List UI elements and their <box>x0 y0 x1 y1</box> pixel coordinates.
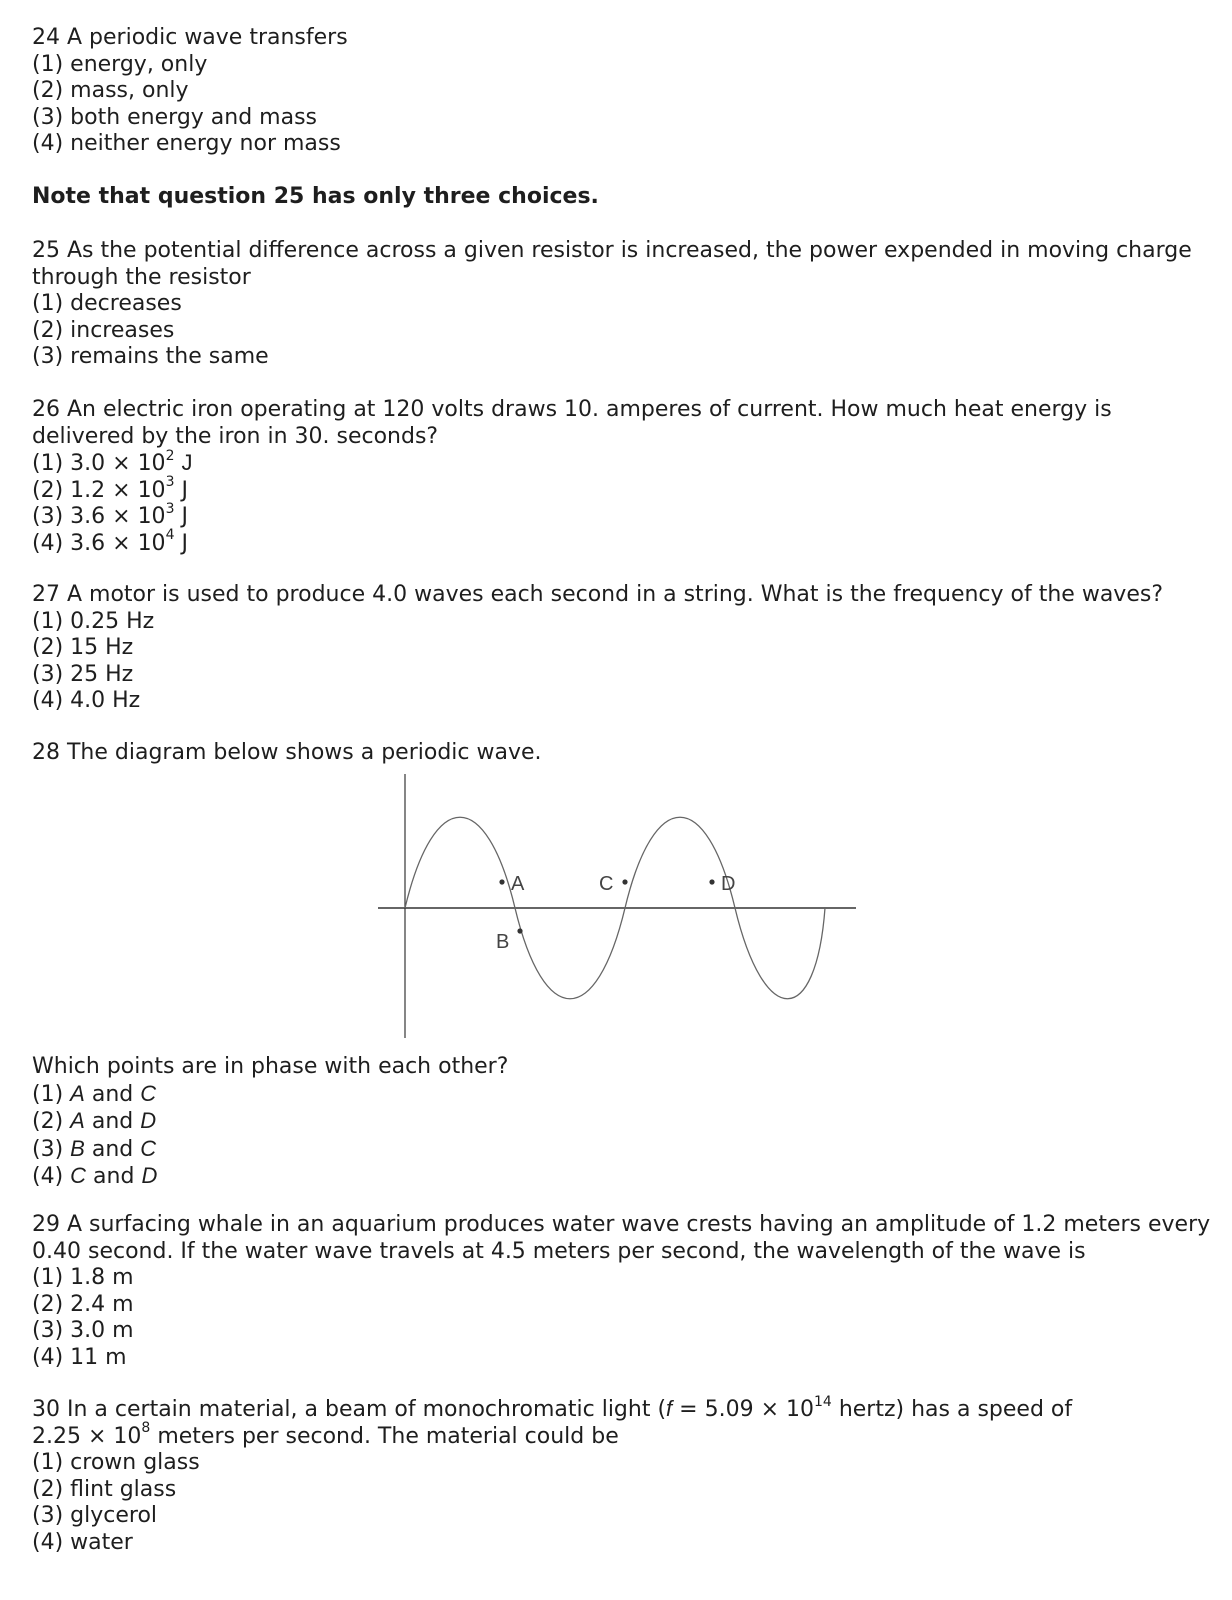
question-27-stem: 27 A motor is used to produce 4.0 waves each second in a string. What is the frequency of the waves? <box>32 582 1164 607</box>
question-29-choice-3: (3) 3.0 m <box>32 1318 134 1343</box>
question-24-stem: 24 A periodic wave transfers <box>32 25 348 50</box>
point-a-dot <box>499 879 504 884</box>
question-25 <box>32 238 1197 371</box>
question-28-choice-2: (2) A and D <box>32 1108 157 1134</box>
question-28-choice-4: (4) C and D <box>32 1163 158 1189</box>
question-30-stem-line-1: 30 In a certain material, a beam of monochromatic light ($f = 5.09 \times 10^{14}$ hertz) has a speed of <box>32 1393 1073 1422</box>
point-d-label: D <box>721 873 736 895</box>
point-b-label: B <box>496 931 510 953</box>
question-26-stem: 26 An electric iron operating at 120 volts draws 10. amperes of current. How much heat energy is delivered by the iron in 30. seconds? <box>32 397 1112 449</box>
point-b-dot <box>517 928 522 933</box>
point-a-label: A <box>511 873 525 895</box>
point-c-dot <box>622 879 627 884</box>
question-24 <box>32 25 1212 158</box>
periodic-wave-diagram <box>370 770 870 1042</box>
question-30-choice-4: (4) water <box>32 1529 133 1555</box>
question-30-choice-1: (1) crown glass <box>32 1450 200 1475</box>
question-30-choice-3: (3) glycerol <box>32 1503 158 1528</box>
question-29-stem-line-2: 0.40 second. If the water wave travels at 4.5 meters per second, the wavelength of the wave is <box>32 1238 1086 1264</box>
question-24-choice-2: (2) mass, only <box>32 78 189 103</box>
note-three-choices: Note that question 25 has only three choices. <box>32 184 599 209</box>
question-28-header <box>32 740 1212 767</box>
question-26-choice-2: (2) $1.2 \times 10^3$ J <box>32 474 188 503</box>
question-28-choice-3: (3) B and C <box>32 1135 157 1162</box>
question-27-choice-1: (1) 0.25 Hz <box>32 608 155 634</box>
question-26-choice-4: (4) $3.6 \times 10^4$ J <box>32 527 188 556</box>
question-27 <box>32 582 1212 715</box>
question-29 <box>32 1212 1212 1371</box>
question-29-stem-line-1: 29 A surfacing whale in an aquarium produces water wave crests having an amplitude of 1.2 meters every <box>32 1212 1211 1237</box>
question-24-choice-4: (4) neither energy nor mass <box>32 131 341 156</box>
question-28-choice-1: (1) A and C <box>32 1080 157 1107</box>
question-29-choice-2: (2) 2.4 m <box>32 1291 134 1317</box>
question-25-choice-1: (1) decreases <box>32 291 182 316</box>
question-28-stem: 28 The diagram below shows a periodic wave. <box>32 740 542 765</box>
question-25-choice-2: (2) increases <box>32 317 175 343</box>
question-27-choice-3: (3) 25 Hz <box>32 661 134 687</box>
question-30 <box>32 1393 1212 1556</box>
question-30-choice-2: (2) flint glass <box>32 1476 177 1502</box>
question-28 <box>32 1054 1212 1191</box>
question-29-choice-1: (1) 1.8 m <box>32 1265 134 1290</box>
point-c-label: C <box>599 873 614 895</box>
question-27-choice-2: (2) 15 Hz <box>32 635 134 660</box>
question-26-choice-1: (1) $3.0 \times 10^2$ J <box>32 447 193 476</box>
question-25-stem: 25 As the potential difference across a given resistor is increased, the power expended in moving charge through the resistor <box>32 238 1192 290</box>
point-d-dot <box>709 879 714 884</box>
question-24-choice-3: (3) both energy and mass <box>32 104 318 130</box>
question-26 <box>32 397 1122 557</box>
question-28-question: Which points are in phase with each other? <box>32 1054 509 1079</box>
question-27-choice-4: (4) 4.0 Hz <box>32 688 141 713</box>
question-26-choice-3: (3) $3.6 \times 10^3$ J <box>32 500 188 529</box>
question-29-choice-4: (4) 11 m <box>32 1344 127 1370</box>
question-25-choice-3: (3) remains the same <box>32 344 269 369</box>
question-30-stem-line-2: $2.25 \times 10^8$ meters per second. The material could be <box>32 1420 619 1449</box>
question-24-choice-1: (1) energy, only <box>32 51 208 77</box>
